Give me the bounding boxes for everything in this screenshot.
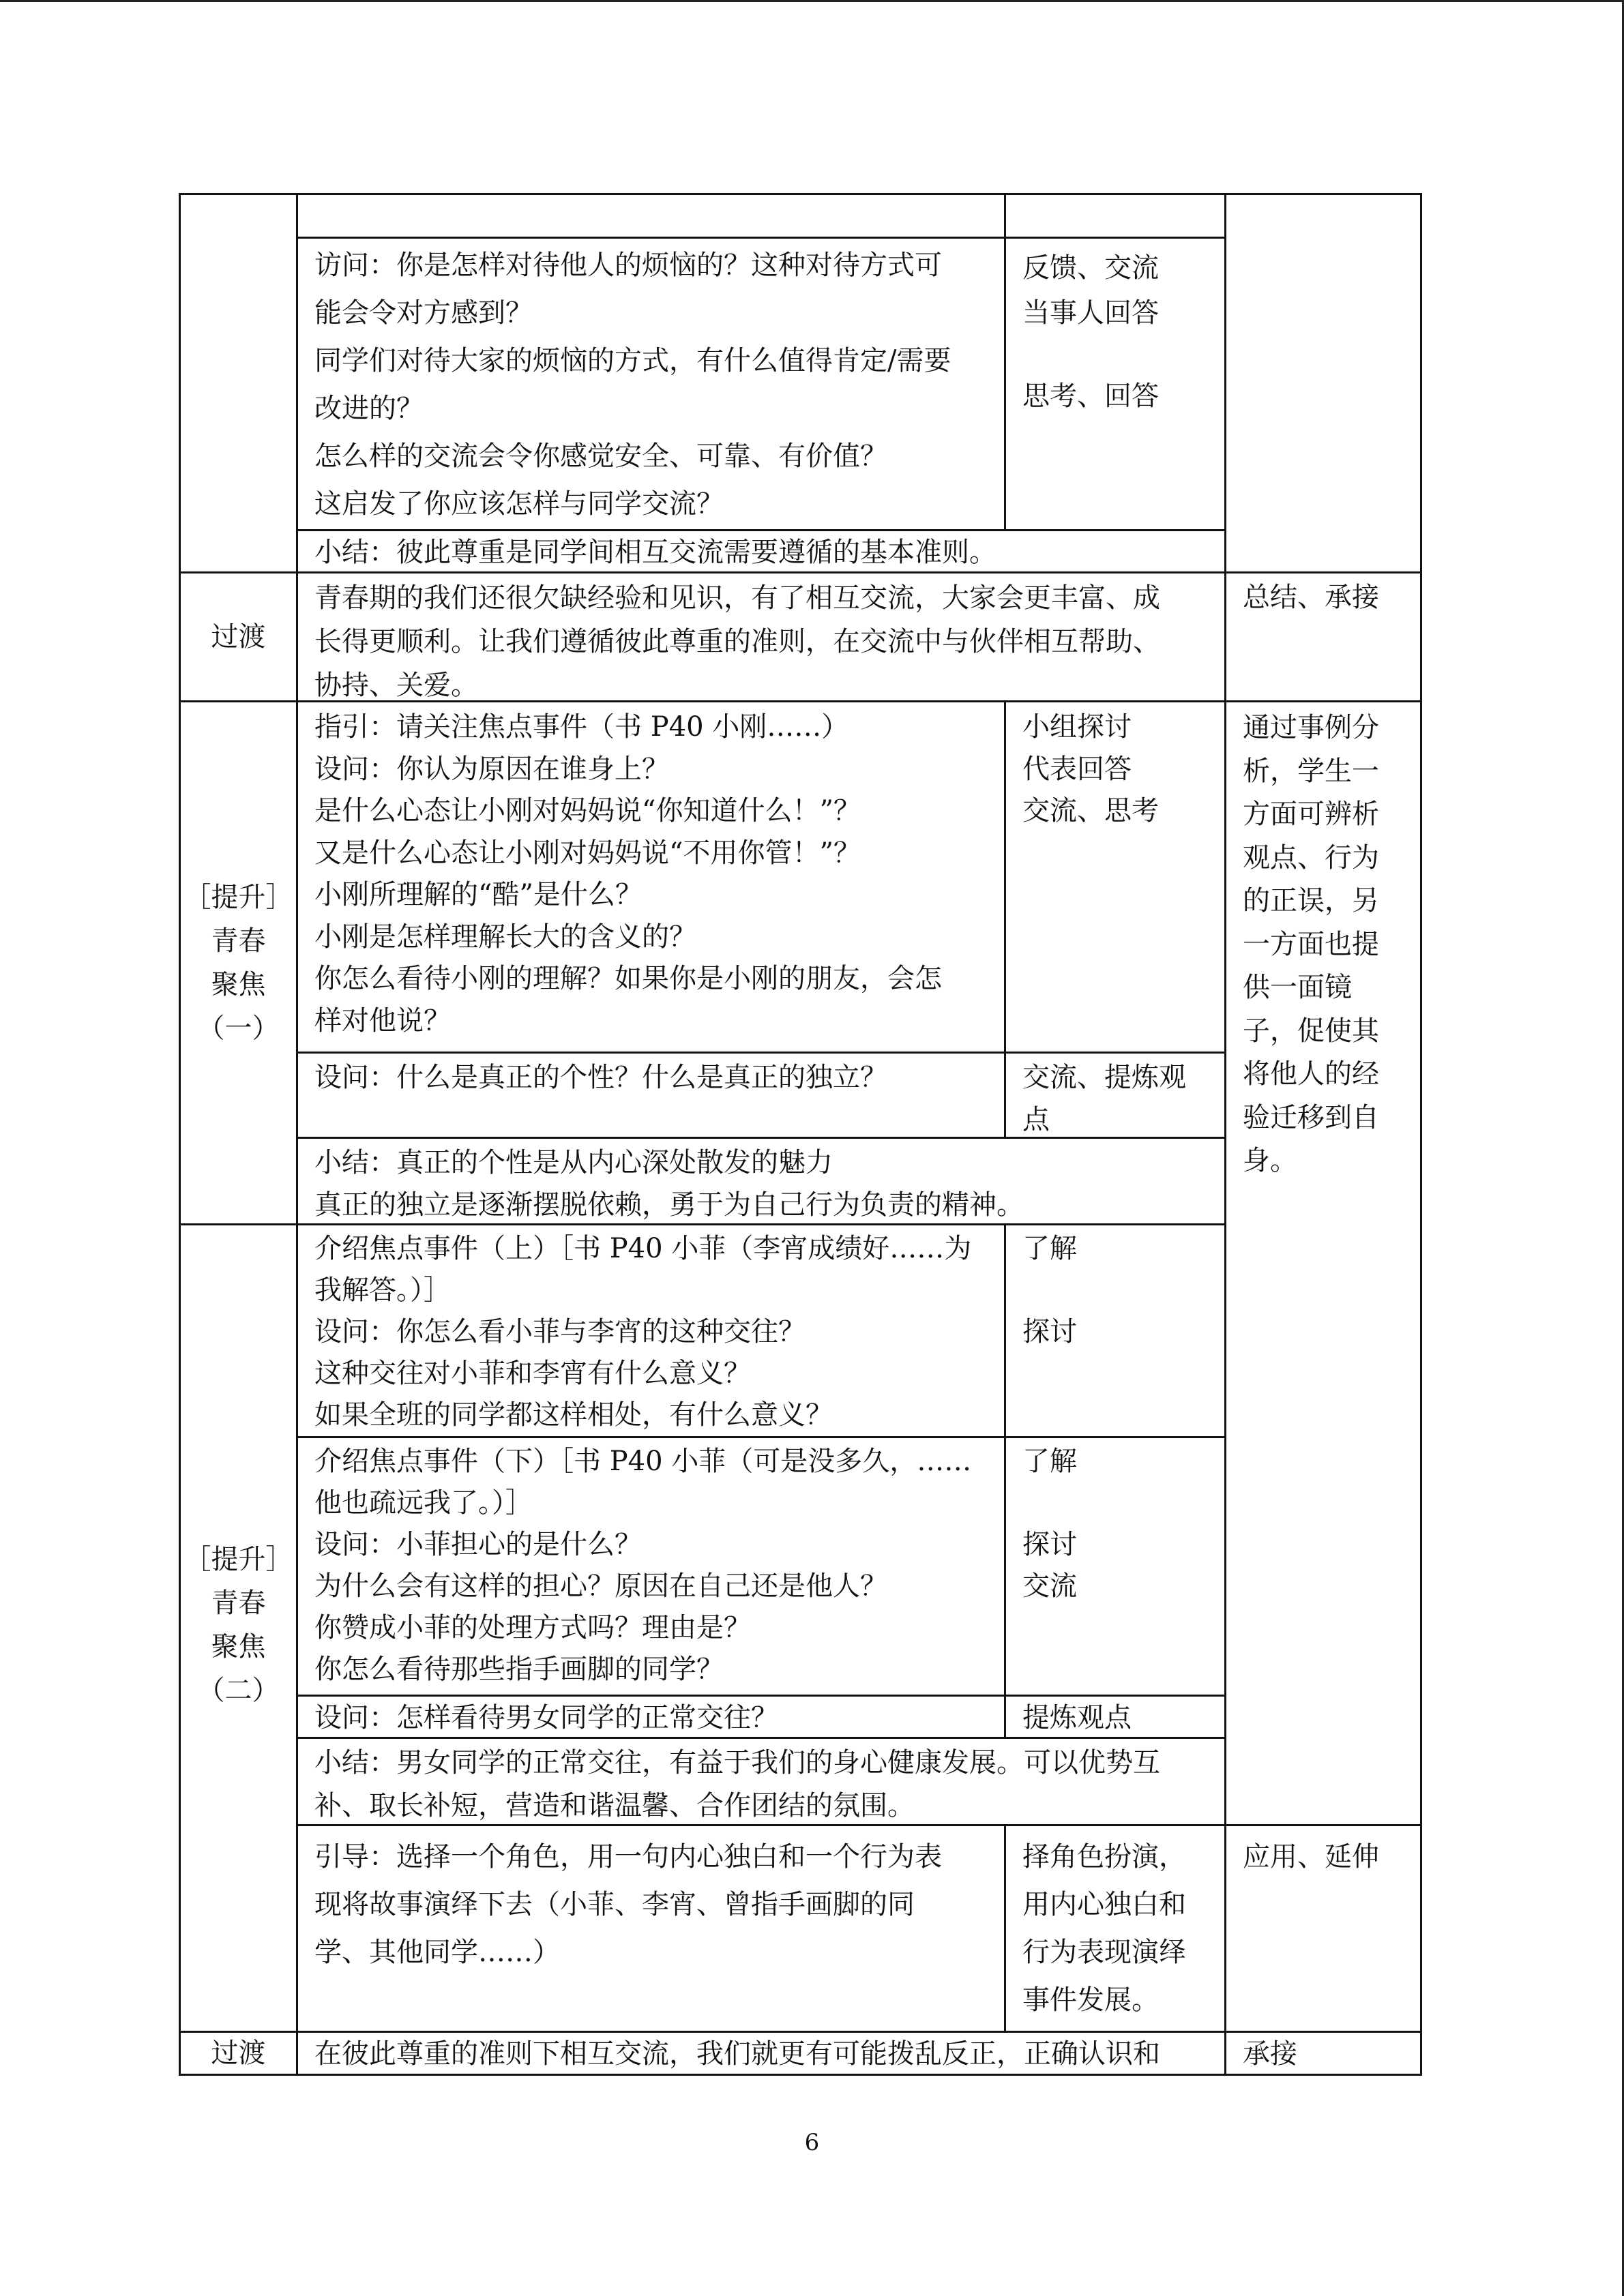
text-line: 如果全班的同学都这样相处，有什么意义？ xyxy=(314,1399,833,1431)
section0-summary xyxy=(296,529,1226,573)
text-line: 的正误，另 xyxy=(1243,885,1379,916)
text-line: 承接 xyxy=(1243,2038,1297,2070)
page-number: 6 xyxy=(804,2129,820,2156)
text-line xyxy=(1022,336,1211,374)
text-line: 设问：你认为原因在谁身上？ xyxy=(314,753,669,785)
section0-right-cell xyxy=(1224,193,1422,573)
section1-question2-activity xyxy=(1004,1052,1226,1139)
text-line: 行为表现演绎 xyxy=(1022,1937,1186,1968)
text-line: 反馈、交流 xyxy=(1022,252,1159,284)
text-line: 样对他说？ xyxy=(314,1004,451,1037)
label-text: ［提升］ xyxy=(183,1544,293,1575)
text-line: 我解答。）］ xyxy=(314,1274,451,1306)
text-line: 小刚是怎样理解长大的含义的？ xyxy=(314,921,696,953)
text-line: 交流 xyxy=(1022,1570,1077,1602)
text-line: 代表回答 xyxy=(1022,753,1132,785)
text-line: 方面可辨析 xyxy=(1243,799,1379,830)
transition2-label xyxy=(179,2031,298,2076)
text-line: 小结：彼此尊重是同学间相互交流需要遵循的基本准则。 xyxy=(314,537,996,568)
text-line: 引导：选择一个角色，用一句内心独白和一个行为表 xyxy=(314,1841,942,1873)
section2-question-c-activity xyxy=(1004,1695,1226,1739)
text-line: 应用、延伸 xyxy=(1243,1841,1379,1873)
section1-questions xyxy=(296,700,1006,1054)
text-line: 子，促使其 xyxy=(1243,1015,1379,1047)
text-line: 小刚所理解的“酷”是什么？ xyxy=(314,879,643,910)
text-line: 青春期的我们还很欠缺经验和见识，有了相互交流，大家会更丰富、成 xyxy=(314,582,1160,614)
text-line: 探讨 xyxy=(1022,1316,1077,1347)
text-line: 能会令对方感到？ xyxy=(314,297,533,329)
section1-purpose xyxy=(1224,700,1422,1826)
transition2-right xyxy=(1224,2031,1422,2076)
text-line: 小结：男女同学的正常交往，有益于我们的身心健康发展。可以优势互 xyxy=(314,1747,1160,1778)
text-line: 思考、回答 xyxy=(1022,381,1159,412)
text-line: 了解 xyxy=(1022,1233,1077,1264)
section2-question-c xyxy=(296,1695,1006,1739)
text-line: 交流、思考 xyxy=(1022,795,1159,826)
text-line: 一方面也提 xyxy=(1243,928,1379,960)
section1-question2 xyxy=(296,1052,1006,1139)
text-line: 介绍焦点事件（上）［书 P40 小菲（李宵成绩好……为 xyxy=(314,1233,972,1264)
text-line: 小组探讨 xyxy=(1022,711,1132,743)
text-line: 供一面镜 xyxy=(1243,972,1352,1003)
transition1-text xyxy=(296,571,1226,702)
transition1-right xyxy=(1224,571,1422,702)
text-line: 设问：什么是真正的个性？什么是真正的独立？ xyxy=(314,1062,887,1093)
text-line: 交流、提炼观 xyxy=(1022,1062,1186,1093)
text-line: 了解 xyxy=(1022,1446,1077,1477)
text-line: 又是什么心态让小刚对妈妈说“不用你管！”？ xyxy=(314,837,861,869)
page-border-top xyxy=(0,0,1624,2)
text-line: 当事人回答 xyxy=(1022,297,1159,329)
text-line: 验迁移到自 xyxy=(1243,1101,1379,1133)
text-line: 你赞成小菲的处理方式吗？理由是？ xyxy=(314,1612,751,1643)
section0-label-cell xyxy=(179,193,298,573)
text-line: 小结：真正的个性是从内心深处散发的魅力 xyxy=(314,1147,833,1178)
section0-questions xyxy=(296,237,1006,531)
section0-activity xyxy=(1004,237,1226,531)
text-line: 协持、关爱。 xyxy=(314,670,478,701)
label-text: 过渡 xyxy=(211,2038,266,2069)
section2-summary xyxy=(296,1737,1226,1826)
section2-event-a-activity xyxy=(1004,1223,1226,1438)
text-line: 总结、承接 xyxy=(1243,582,1379,613)
text-line: 事件发展。 xyxy=(1022,1984,1159,2016)
text-line: 同学们对待大家的烦恼的方式，有什么值得肯定/需要 xyxy=(314,345,951,376)
text-line: 怎么样的交流会令你感觉安全、可靠、有价值？ xyxy=(314,441,887,472)
section2-roleplay-activity xyxy=(1004,1824,1226,2033)
text-line: 你怎么看待小刚的理解？如果你是小刚的朋友，会怎 xyxy=(314,963,942,994)
label-text: 聚焦 xyxy=(211,1631,266,1663)
label-text: ［提升］ xyxy=(183,882,293,913)
transition2-text xyxy=(296,2031,1226,2076)
label-text: 青春 xyxy=(211,1587,266,1619)
text-line: 长得更顺利。让我们遵循彼此尊重的准则，在交流中与伙伴相互帮助、 xyxy=(314,626,1160,657)
section2-event-a xyxy=(296,1223,1006,1438)
text-line: 学、其他同学……） xyxy=(314,1937,560,1968)
section0-empty-left xyxy=(296,193,1006,239)
text-line: 探讨 xyxy=(1022,1529,1077,1560)
text-line: 这种交往对小菲和李宵有什么意义？ xyxy=(314,1358,751,1389)
text-line xyxy=(1022,1270,1211,1311)
text-line: 改进的？ xyxy=(314,393,424,424)
text-line: 通过事例分 xyxy=(1243,712,1379,743)
transition1-label xyxy=(179,571,298,702)
text-line: 访问：你是怎样对待他人的烦恼的？这种对待方式可 xyxy=(314,250,942,281)
text-line: 在彼此尊重的准则下相互交流，我们就更有可能拨乱反正，正确认识和 xyxy=(314,2038,1160,2070)
text-line: 为什么会有这样的担心？原因在自己还是他人？ xyxy=(314,1570,887,1602)
text-line: 析，学生一 xyxy=(1243,755,1379,787)
section2-label xyxy=(179,1223,298,2033)
text-line: 真正的独立是逐渐摆脱依赖，勇于为自己行为负责的精神。 xyxy=(314,1189,1024,1221)
text-line xyxy=(1022,1482,1211,1524)
label-text: 青春 xyxy=(211,925,266,957)
text-line: 指引：请关注焦点事件（书 P40 小刚……） xyxy=(314,711,849,743)
text-line: 介绍焦点事件（下）［书 P40 小菲（可是没多久，…… xyxy=(314,1446,972,1477)
text-line: 设问：小菲担心的是什么？ xyxy=(314,1529,642,1560)
section1-activity xyxy=(1004,700,1226,1054)
text-line: 观点、行为 xyxy=(1243,841,1379,874)
label-text: 过渡 xyxy=(211,621,266,653)
text-line: 设问：你怎么看小菲与李宵的这种交往？ xyxy=(314,1316,806,1347)
text-line: 择角色扮演， xyxy=(1022,1841,1186,1873)
section2-roleplay-purpose xyxy=(1224,1824,1422,2033)
label-text: （一） xyxy=(197,1013,280,1044)
text-line: 点 xyxy=(1022,1104,1050,1135)
section1-label xyxy=(179,700,298,1225)
section1-summary xyxy=(296,1137,1226,1225)
section2-event-b xyxy=(296,1436,1006,1697)
text-line: 设问：怎样看待男女同学的正常交往？ xyxy=(314,1702,778,1733)
section2-roleplay xyxy=(296,1824,1006,2033)
text-line: 这启发了你应该怎样与同学交流？ xyxy=(314,488,724,520)
text-line: 现将故事演绎下去（小菲、李宵、曾指手画脚的同 xyxy=(314,1889,915,1920)
text-line: 用内心独白和 xyxy=(1022,1889,1186,1920)
text-line: 身。 xyxy=(1243,1145,1297,1176)
text-line: 是什么心态让小刚对妈妈说“你知道什么！”？ xyxy=(314,795,861,826)
text-line: 补、取长补短，营造和谐温馨、合作团结的氛围。 xyxy=(314,1790,915,1821)
text-line: 将他人的经 xyxy=(1243,1058,1379,1090)
text-line: 提炼观点 xyxy=(1022,1702,1132,1733)
label-text: （二） xyxy=(197,1675,280,1706)
text-line: 你怎么看待那些指手画脚的同学？ xyxy=(314,1654,724,1685)
section2-event-b-activity xyxy=(1004,1436,1226,1697)
section0-empty-mid xyxy=(1004,193,1226,239)
text-line: 他也疏远我了。）］ xyxy=(314,1487,533,1519)
label-text: 聚焦 xyxy=(211,969,266,1000)
